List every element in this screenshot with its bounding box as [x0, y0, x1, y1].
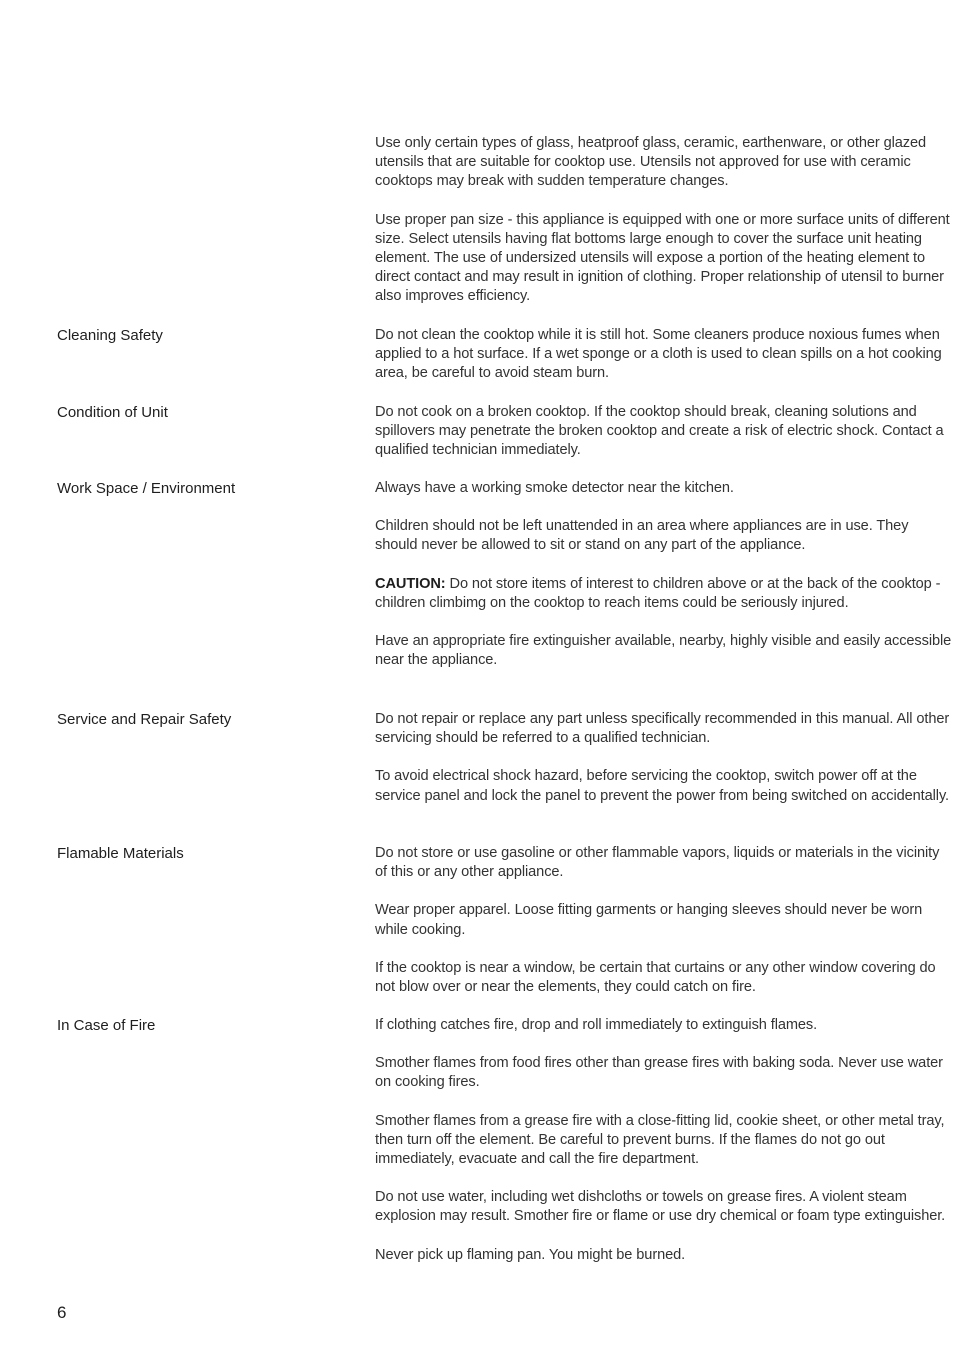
section-heading: In Case of Fire — [57, 1017, 156, 1034]
paragraph: Children should not be left unattended in an area where appliances are in use. They should never be allowed to sit or stand on any part of the appliance. — [375, 518, 909, 554]
paragraph: Wear proper apparel. Loose fitting garments or hanging sleeves should never be worn while cooking. — [375, 902, 923, 938]
section-paragraphs — [375, 1016, 954, 1284]
section-paragraphs — [375, 710, 954, 825]
paragraph: Do not repair or replace any part unless specifically recommended in this manual. All other servicing should be referred to a qualified technician. — [375, 711, 950, 747]
paragraph: Do not store or use gasoline or other flammable vapors, liquids or materials in the vicinity of this or any other appliance. — [375, 845, 940, 881]
paragraph: Have an appropriate fire extinguisher available, nearby, highly visible and easily accessible near the appliance. — [375, 633, 952, 669]
page-number: 6 — [57, 1303, 67, 1322]
paragraph: Use proper pan size - this appliance is equipped with one or more surface units of different size. Select utensils having flat bottoms large enough to cover the surface unit heating element. The use of undersized utensils will expose a portion of the heating element to direct contact and may result in ignition of clothing. Proper relationship of utensil to burner also improves efficiency. — [375, 211, 950, 305]
paragraph: Always have a working smoke detector near the kitchen. — [375, 480, 734, 496]
section-heading: Condition of Unit — [57, 404, 168, 421]
paragraph: If clothing catches fire, drop and roll immediately to extinguish flames. — [375, 1017, 818, 1033]
section-heading: Flamable Materials — [57, 845, 184, 862]
section-paragraphs — [375, 403, 954, 480]
paragraph: Use only certain types of glass, heatproof glass, ceramic, earthenware, or other glazed utensils that are suitable for cooktop use. Utensils not approved for use with ceramic cooktops may break with sudden temperature changes. — [375, 135, 927, 190]
paragraph: Smother flames from food fires other than grease fires with baking soda. Never use water on cooking fires. — [375, 1055, 943, 1091]
section-paragraphs — [375, 326, 954, 403]
caution-label: CAUTION: — [375, 575, 446, 592]
section-heading: Service and Repair Safety — [57, 711, 232, 728]
paragraph: Do not use water, including wet dishcloths or towels on grease fires. A violent steam explosion may result. Smother fire or flame or use dry chemical or foam type extinguisher. — [375, 1189, 946, 1225]
paragraph: Do not cook on a broken cooktop. If the cooktop should break, cleaning solutions and spillovers may penetrate the broken cooktop and create a risk of electric shock. Contact a qualified technician immediately. — [375, 404, 944, 459]
section-paragraphs — [375, 844, 954, 1016]
section-heading: Work Space / Environment — [57, 480, 236, 497]
caution-text: Do not store items of interest to children above or at the back of the cooktop - children climbimg on the cooktop to reach items could be seriously injured. — [375, 575, 941, 611]
section-paragraphs — [375, 134, 954, 326]
section-paragraphs — [375, 479, 954, 689]
paragraph: Smother flames from a grease fire with a close-fitting lid, cookie sheet, or other metal tray, then turn off the element. Be careful to prevent burns. If the flames do not go out immediately, evacuate and call the fire department. — [375, 1112, 945, 1168]
paragraph: If the cooktop is near a window, be certain that curtains or any other window covering do not blow over or near the elements, they could catch on fire. — [375, 959, 936, 996]
paragraph: Never pick up flaming pan. You might be burned. — [375, 1246, 686, 1263]
section-heading: Cleaning Safety — [57, 327, 163, 344]
paragraph: To avoid electrical shock hazard, before servicing the cooktop, switch power off at the service panel and lock the panel to prevent the power from being switched on accidentally. — [375, 768, 950, 804]
caution-paragraph — [375, 575, 954, 613]
paragraph: Do not clean the cooktop while it is still hot. Some cleaners produce noxious fumes when applied to a hot surface. If a wet sponge or a cloth is used to clean spills on a hot cooking area, be careful to avoid steam burn. — [375, 327, 942, 382]
